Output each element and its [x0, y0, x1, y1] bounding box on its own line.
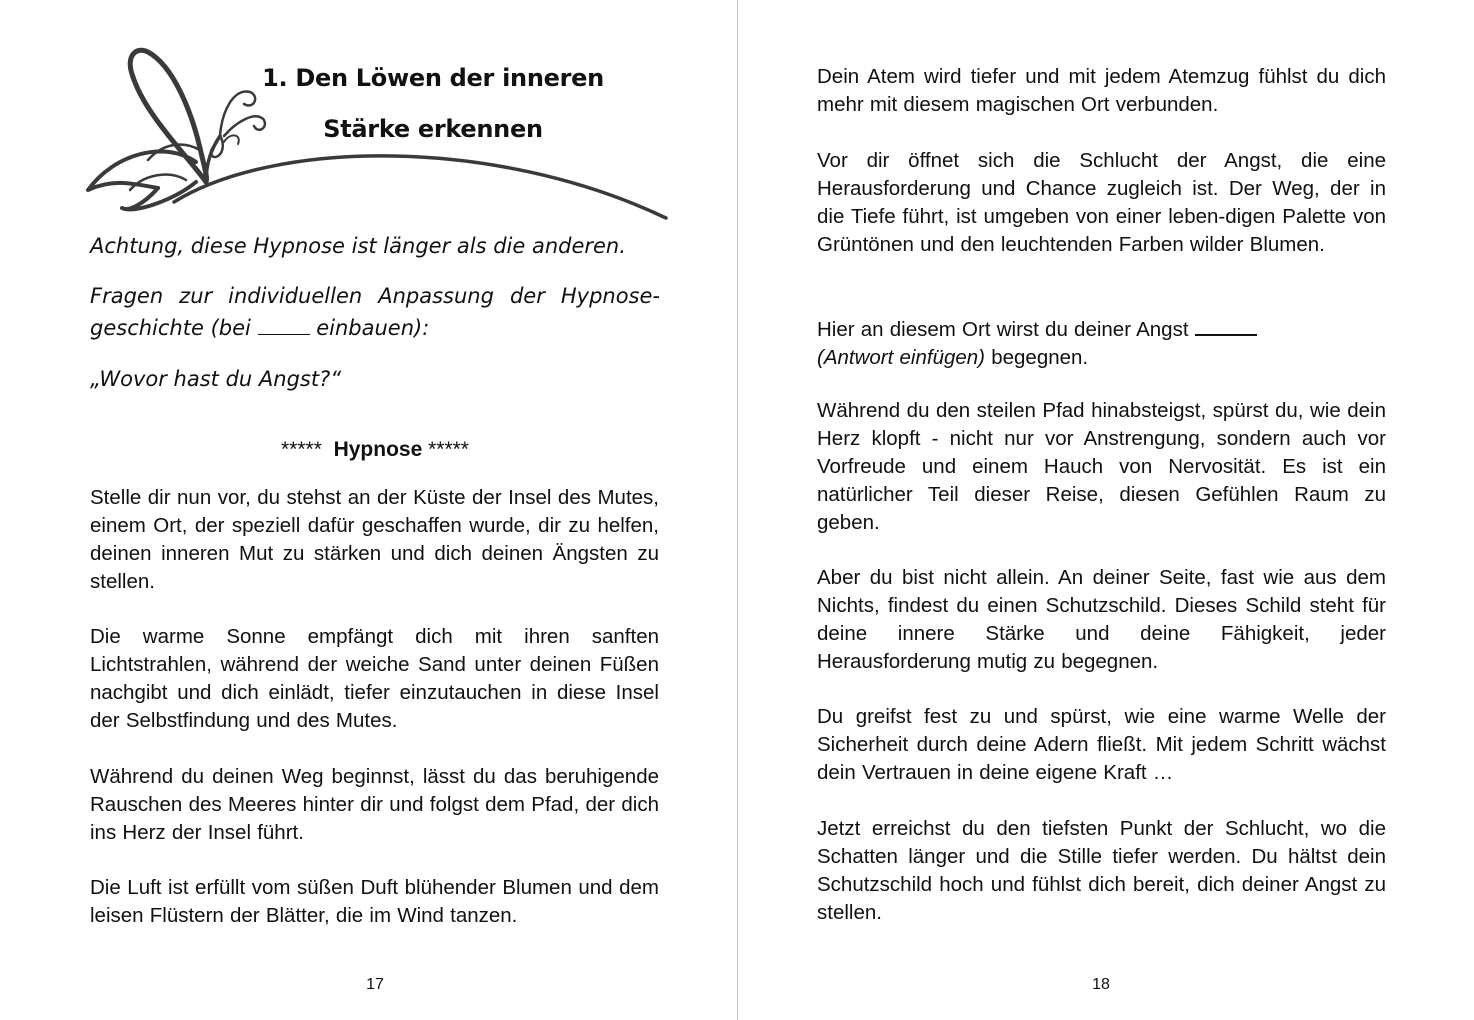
paragraph: Dein Atem wird tiefer und mit jedem Atemzug fühlst du dich mehr mit diesem magischen Ort verbunden. [817, 65, 1386, 116]
paragraph: Jetzt erreichst du den tiefsten Punkt der Schlucht, wo die Schatten länger und die Stille tiefer werden. Du hältst dein Schutzschild hoch und fühlst dich bereit, dich deiner Angst zu stellen. [817, 817, 1386, 924]
angst-text: Hier an diesem Ort wirst du deiner Angst [817, 318, 1195, 341]
angst-paragraph [817, 314, 1386, 372]
page-number: 18 [1092, 976, 1110, 993]
right-page [738, 0, 1474, 1020]
paragraph: Die Luft ist erfüllt vom süßen Duft blühender Blumen und dem leisen Flüstern der Blätter, die im Wind tanzen. [90, 876, 659, 927]
questions-intro-tail: einbauen): [309, 316, 430, 340]
paragraph: Stelle dir nun vor, du stehst an der Küste der Insel des Mutes, einem Ort, der speziell dafür geschaffen wurde, dir zu helfen, deinen inneren Mut zu stärken und dich deinen Ängsten zu stellen. [90, 486, 659, 593]
page-number: 17 [366, 976, 384, 993]
paragraph: Während du deinen Weg beginnst, lässt du das beruhigende Rauschen des Meeres hinter dir und folgst dem Pfad, der dich ins Herz der Insel führt. [90, 765, 659, 844]
paragraph: Vor dir öffnet sich die Schlucht der Angst, die eine Herausforderung und Chance zugleich ist. Der Weg, der in die Tiefe führt, ist umgeben von einer leben-digen Palette von Grüntönen und den leuchtenden Farben wilder Blumen. [817, 149, 1386, 256]
paragraph: Aber du bist nicht allein. An deiner Seite, fast wie aus dem Nichts, findest du einen Schutzschild. Dieses Schild steht für deine innere Stärke und deine Fähigkeit, jeder Herausforderung mutig zu begegnen. [817, 566, 1386, 673]
answer-blank-marker [1195, 314, 1257, 336]
insert-blank-marker [258, 316, 310, 335]
heading-stars-right: ***** [428, 438, 469, 461]
heading-stars-left: ***** [281, 438, 322, 461]
paragraph: Du greifst fest zu und spürst, wie eine warme Welle der Sicherheit durch deine Adern fließt. Mit jedem Schritt wächst dein Vertrauen in deine eigene Kraft … [817, 705, 1386, 784]
angst-tail: begegnen. [985, 346, 1089, 369]
chapter-title-line2: Stärke erkennen [323, 115, 543, 143]
customization-questions-intro [90, 280, 660, 344]
answer-insert-hint: (Antwort einfügen) [817, 346, 986, 369]
customization-question: „Wovor hast du Angst?“ [90, 367, 342, 391]
paragraph: Die warme Sonne empfängt dich mit ihren sanften Lichtstrahlen, während der weiche Sand unter deinen Füßen nachgibt und dich einlädt, tiefer einzutauchen in diese Insel der Selbstfindung und des Mutes. [90, 625, 659, 732]
heading-label: Hypnose [333, 438, 423, 461]
chapter-title-line1: 1. Den Löwen der inneren [262, 64, 604, 92]
questions-intro-text: Fragen zur individuellen Anpassung der Hypnose-geschichte (bei [90, 284, 660, 340]
paragraph: Während du den steilen Pfad hinabsteigst, spürst du, wie dein Herz klopft - nicht nur vor Anstrengung, sondern auch vor Vorfreude und einem Hauch von Nervosität. Es ist ein natürlicher Teil dieser Reise, diesen Gefühlen Raum zu geben. [817, 399, 1386, 534]
length-note: Achtung, diese Hypnose ist länger als die anderen. [90, 234, 626, 258]
section-heading [90, 436, 660, 464]
